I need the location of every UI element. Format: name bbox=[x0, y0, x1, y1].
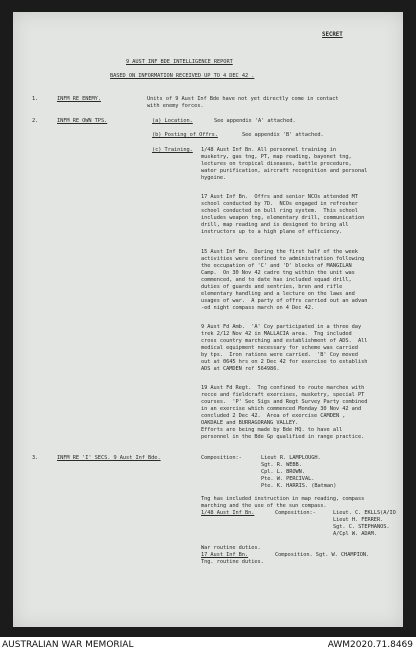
bn15-line: duties of guards and sentries, bren and rifle bbox=[201, 284, 343, 290]
footer-bar bbox=[0, 637, 416, 653]
posting-text: See appendix 'B' attached. bbox=[242, 132, 324, 138]
tng-routine-duties: Tng. routine duties. bbox=[201, 559, 264, 565]
document-page bbox=[13, 12, 403, 627]
fd-regt-line: OAKDALE and BURRAGORANG VALLEY. bbox=[201, 420, 299, 426]
section-1-heading: INFM RE ENEMY. bbox=[57, 96, 101, 102]
war-routine-duties: War routine duties. bbox=[201, 545, 261, 551]
fd-regt-line: personnel in the Bde Gp qualified in range practice. bbox=[201, 434, 365, 440]
bn148-heading: 1/48 Aust Inf Bn. bbox=[201, 510, 255, 516]
training-line: water purification, aircraft recognition and personal bbox=[201, 168, 368, 174]
report-title: 9 AUST INF BDE INTELLIGENCE REPORT bbox=[126, 59, 233, 65]
section-2-heading: INFM RE OWN TPS. bbox=[57, 118, 108, 124]
section-3-number: 3. bbox=[32, 455, 39, 461]
section-2-number: 2. bbox=[32, 118, 39, 124]
training-line: hygeine. bbox=[201, 175, 227, 181]
bn17-line: instructors up to a high plane of efficiency. bbox=[201, 229, 343, 235]
report-subtitle: BASED ON INFORMATION RECEIVED UP TO 4 DEC 42 . bbox=[110, 73, 255, 79]
fd-amb-line: medical equipment necessary for scheme was carried bbox=[201, 345, 358, 351]
bn148-roster-entry: Lieut. C. EKLLS(A/IO bbox=[333, 510, 396, 516]
fd-regt-line: concluded 2 Dec 42. Area of exercise CAMDEN , bbox=[201, 413, 346, 419]
fd-amb-line: by tps. Iron rations were carried. 'B' Coy moved bbox=[201, 352, 358, 358]
section-1-line: Units of 9 Aust Inf Bde have not yet directly come in contact bbox=[147, 96, 339, 102]
training-line: musketry, gas tng, PT, map reading, bayonet tng, bbox=[201, 154, 352, 160]
section-1-line: with enemy forces. bbox=[147, 103, 204, 109]
posting-label: (b) Posting of Offrs. bbox=[152, 132, 218, 138]
bn148-composition-label: Composition:- bbox=[275, 510, 316, 516]
fd-regt-line: Efforts are being made by Bde HQ. to have all bbox=[201, 427, 343, 433]
bn17-line: 17 Aust Inf Bn. Offrs and senior NCOs attended MT bbox=[201, 194, 358, 200]
roster-entry: Lieut R. LAMPLOUGH. bbox=[261, 455, 321, 461]
fd-regt-line: 19 Aust Fd Regt. Tng confined to route marches with bbox=[201, 385, 365, 391]
location-text: See appendix 'A' attached. bbox=[214, 118, 296, 124]
bn15-line: -ed night compass march on 4 Dec 42. bbox=[201, 305, 315, 311]
footer-institution: AUSTRALIAN WAR MEMORIAL bbox=[2, 640, 134, 650]
bn15-line: Camp. On 30 Nov 42 cadre tng within the unit was bbox=[201, 270, 355, 276]
fd-regt-line: in an exercise which commenced Monday 30 Nov 42 and bbox=[201, 406, 362, 412]
training-line: lectures on tropical diseases, battle procedure, bbox=[201, 161, 352, 167]
fd-regt-line: recce and fieldcraft exercises, musketry, special PT bbox=[201, 392, 365, 398]
bn15-line: usages of war. A party of offrs carried out an advan bbox=[201, 298, 368, 304]
footer-accession-number: AWM2020.71.8469 bbox=[327, 640, 413, 650]
roster-entry: Pte. W. PERCIVAL. bbox=[261, 476, 315, 482]
fd-amb-line: cross country marching and establishment of ADS. All bbox=[201, 338, 368, 344]
fd-regt-line: courses. 'P' Sec Sigs and Regt Survey Party combined bbox=[201, 399, 368, 405]
fd-amb-line: out at 0645 hrs on 2 Dec 42 for exercise to establish bbox=[201, 359, 368, 365]
bn17-line: school conducted by 7D. NCOs engaged in refresher bbox=[201, 201, 358, 207]
bn15-line: 15 Aust Inf Bn. During the first half of the week bbox=[201, 249, 358, 255]
bn17-line: drill, map reading and is designed to bring all bbox=[201, 222, 349, 228]
bn17-line: includes weapon tng, elementary drill, communication bbox=[201, 215, 365, 221]
bn148-roster-entry: Lieut H. FERRER. bbox=[333, 517, 384, 523]
fd-amb-line: 9 Aust Fd Amb. 'A' Coy participated in a three day bbox=[201, 324, 362, 330]
location-label: (a) Location. bbox=[152, 118, 193, 124]
roster-entry: Sgt. R. WEBB. bbox=[261, 462, 302, 468]
training-first-line: 1/48 Aust Inf Bn. All personnel training in bbox=[201, 147, 336, 153]
bn15-line: elementary handling and a lecture on the laws and bbox=[201, 291, 355, 297]
tng-line: Tng has included instruction in map reading, compass bbox=[201, 496, 365, 502]
section-3-heading: INFM RE 'I' SECS. 9 Aust Inf Bde. bbox=[57, 455, 161, 461]
classification-marking: SECRET bbox=[322, 32, 343, 38]
composition-label: Composition:- bbox=[201, 455, 242, 461]
tng-line: marching and the use of the sun compass. bbox=[201, 503, 327, 509]
bn17-heading: 17 Aust Inf Bn. bbox=[201, 552, 249, 558]
bn148-roster-entry: A/Cpl W. ADAM. bbox=[333, 531, 377, 537]
bn17-composition: Composition. Sgt. W. CHAMPION. bbox=[275, 552, 370, 558]
bn148-roster-entry: Sgt. C. STEPHANOS. bbox=[333, 524, 390, 530]
section-1-number: 1. bbox=[32, 96, 39, 102]
fd-amb-line: trek 2/12 Nov 42 in MALLACIA area. Tng included bbox=[201, 331, 352, 337]
roster-entry: Pte. K. HARRIS. (Batman) bbox=[261, 483, 337, 489]
roster-entry: Cpl. L. BROWN. bbox=[261, 469, 305, 475]
bn15-line: the occupation of 'C' and 'D' blocks of MANGILAN bbox=[201, 263, 352, 269]
fd-amb-line: ADS at CAMDEN ref 564986. bbox=[201, 366, 280, 372]
bn15-line: activities were confined to administration following bbox=[201, 256, 365, 262]
training-label: (c) Training. bbox=[152, 147, 193, 153]
bn17-line: school conducted on bull ring system. This school bbox=[201, 208, 358, 214]
bn15-line: commenced, and to date has included squad drill, bbox=[201, 277, 352, 283]
